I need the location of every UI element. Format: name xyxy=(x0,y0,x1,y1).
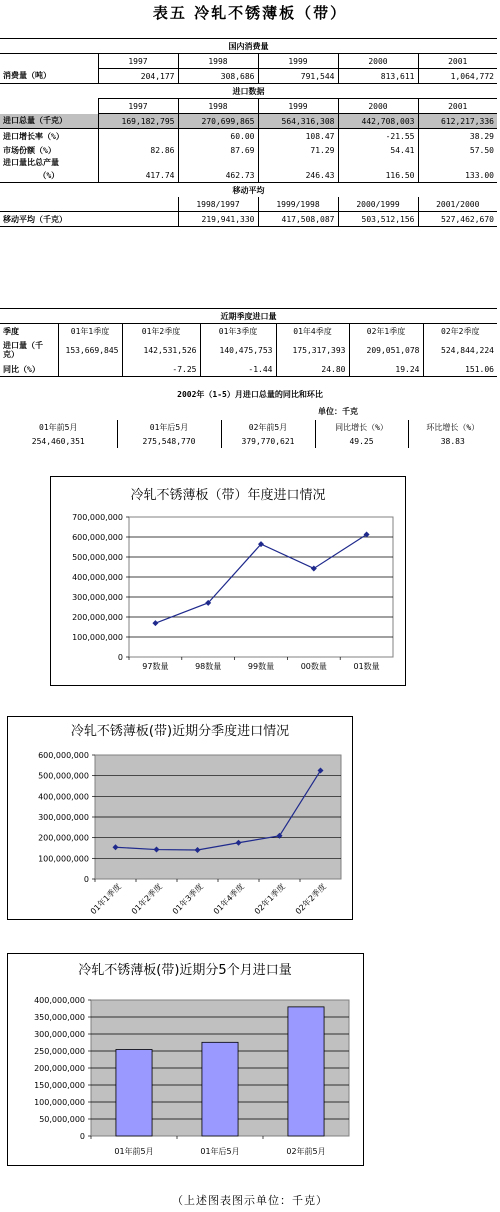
y-tick-label: 200,000,000 xyxy=(34,1064,85,1073)
table-cell: 108.47 xyxy=(258,129,338,144)
table-cell: 246.43 xyxy=(258,168,338,183)
x-tick-label: 01年2季度 xyxy=(129,882,164,917)
table-cell: 151.06 xyxy=(423,362,497,377)
row-label: 进口总量（千克） xyxy=(0,114,98,129)
table-cell: 142,531,526 xyxy=(122,338,200,362)
y-tick-label: 0 xyxy=(79,1132,85,1141)
y-tick-label: 400,000,000 xyxy=(72,573,123,582)
x-tick-label: 01年后5月 xyxy=(200,1147,240,1156)
table-cell: 813,611 xyxy=(338,69,418,84)
table-cell: 379,770,621 xyxy=(221,434,315,448)
table-cell: 38.83 xyxy=(408,434,497,448)
table-cell: 169,182,795 xyxy=(98,114,178,129)
bar xyxy=(116,1049,152,1136)
row-label: 同比（%） xyxy=(0,362,58,377)
x-tick-label: 01年4季度 xyxy=(211,882,246,917)
year-header: 2001 xyxy=(418,99,497,114)
row-label: 进口增长率（%） xyxy=(3,131,64,141)
blank-cell xyxy=(0,197,98,212)
table-cell: 442,708,003 xyxy=(338,114,418,129)
table-cell xyxy=(338,157,418,168)
table-cell: -21.55 xyxy=(338,129,418,144)
quarterly-import-chart xyxy=(7,716,353,920)
y-tick-label: 700,000,000 xyxy=(72,513,123,522)
quarter-header: 01年2季度 xyxy=(122,324,200,339)
table-cell xyxy=(98,157,178,168)
row-label: 消费量（吨） xyxy=(0,69,98,84)
table-cell: 219,941,330 xyxy=(178,212,258,227)
y-tick-label: 400,000,000 xyxy=(38,792,89,802)
unit-label: 单位：千克 xyxy=(318,407,358,416)
year-header: 1997 xyxy=(98,99,178,114)
quarter-header: 01年4季度 xyxy=(276,324,349,339)
table-cell: 71.29 xyxy=(258,143,338,157)
annual-table xyxy=(0,38,497,227)
table-cell: 175,317,393 xyxy=(276,338,349,362)
x-tick-label: 98数量 xyxy=(195,662,222,671)
year-header: 2000 xyxy=(338,54,418,69)
table-cell xyxy=(58,362,122,377)
year-header: 1997 xyxy=(98,54,178,69)
blank-cell xyxy=(98,212,178,227)
table-cell: 527,462,670 xyxy=(418,212,497,227)
quarter-header: 01年3季度 xyxy=(200,324,276,339)
x-tick-label: 02年1季度 xyxy=(252,882,287,917)
table-cell xyxy=(178,157,258,168)
blank-cell xyxy=(0,54,98,69)
y-tick-label: 350,000,000 xyxy=(34,1013,85,1022)
table-cell: 275,548,770 xyxy=(117,434,221,448)
unit-footnote: （上述图表图示单位：千克） xyxy=(172,1194,328,1207)
year-header: 1998 xyxy=(178,54,258,69)
imports-section-title: 进口数据 xyxy=(232,86,265,96)
row-label: 进口量比总产量 xyxy=(3,158,59,167)
table-cell: 38.29 xyxy=(418,129,497,144)
y-tick-label: 300,000,000 xyxy=(34,1030,85,1039)
monthly-section-title: 2002年（1-5）月进口总量的同比和环比 xyxy=(177,390,323,399)
y-tick-label: 100,000,000 xyxy=(38,854,89,864)
x-tick-label: 01数量 xyxy=(353,662,380,671)
x-tick-label: 02年前5月 xyxy=(286,1147,326,1156)
consumption-section-title: 国内消费量 xyxy=(0,39,497,54)
monthly-import-chart-svg xyxy=(8,954,363,1165)
period-header: 1999/1998 xyxy=(258,197,338,212)
row-label: 移动平均（千克） xyxy=(0,212,98,227)
table-cell: -1.44 xyxy=(200,362,276,377)
table-cell: 417,508,087 xyxy=(258,212,338,227)
table-cell: 24.80 xyxy=(276,362,349,377)
quarterly-section-title: 近期季度进口量 xyxy=(0,309,497,324)
year-header: 2000 xyxy=(338,99,418,114)
table-cell: 417.74 xyxy=(98,168,178,183)
y-tick-label: 100,000,000 xyxy=(34,1098,85,1107)
bar xyxy=(288,1007,324,1136)
x-tick-label: 99数量 xyxy=(247,662,275,671)
table-cell xyxy=(98,129,178,144)
period-header: 2000/1999 xyxy=(338,197,418,212)
page-title: 表五 冷轧不锈薄板（带） xyxy=(152,4,348,22)
y-tick-label: 200,000,000 xyxy=(72,613,123,622)
period-header: 1998/1997 xyxy=(178,197,258,212)
year-header: 1998 xyxy=(178,99,258,114)
x-tick-label: 01年前5月 xyxy=(114,1147,154,1156)
year-header: 2001 xyxy=(418,54,497,69)
annual-import-chart xyxy=(50,476,406,686)
y-tick-label: 250,000,000 xyxy=(34,1047,85,1056)
x-tick-label: 01年1季度 xyxy=(88,882,123,917)
row-label: （%） xyxy=(0,168,98,183)
month-header: 环比增长（%） xyxy=(408,420,497,434)
table-cell: 19.24 xyxy=(349,362,423,377)
x-tick-label: 00数量 xyxy=(300,662,327,671)
quarter-header: 02年2季度 xyxy=(423,324,497,339)
moving-section-title: 移动平均 xyxy=(232,185,265,195)
chart-title: 冷轧不锈薄板(带)近期分季度进口情况 xyxy=(70,724,290,739)
y-tick-label: 400,000,000 xyxy=(34,996,85,1005)
month-header: 01年前5月 xyxy=(39,422,78,432)
y-tick-label: 0 xyxy=(117,653,123,662)
annual-import-chart-svg xyxy=(51,477,405,685)
y-tick-label: 300,000,000 xyxy=(38,813,89,822)
table-cell: 612,217,336 xyxy=(418,114,497,129)
table-cell: 133.00 xyxy=(418,168,497,183)
table-cell: 57.50 xyxy=(418,143,497,157)
table-cell: 204,177 xyxy=(98,69,178,84)
table-cell: 270,699,865 xyxy=(178,114,258,129)
y-tick-label: 100,000,000 xyxy=(72,633,123,642)
table-cell: 524,844,224 xyxy=(423,338,497,362)
quarter-header: 01年1季度 xyxy=(58,324,122,339)
monthly-import-chart xyxy=(7,953,364,1166)
table-cell: 308,686 xyxy=(178,69,258,84)
y-tick-label: 600,000,000 xyxy=(72,533,123,542)
table-cell xyxy=(258,157,338,168)
plot-area xyxy=(129,517,393,657)
x-tick-label: 01年3季度 xyxy=(170,882,205,917)
table-cell: 49.25 xyxy=(315,434,408,448)
table-cell: 153,669,845 xyxy=(58,338,122,362)
period-header: 2001/2000 xyxy=(418,197,497,212)
x-tick-label: 02年2季度 xyxy=(293,882,328,917)
row-label: 季度 xyxy=(0,324,58,339)
month-header: 同比增长（%） xyxy=(315,420,408,434)
table-cell: 791,544 xyxy=(258,69,338,84)
quarter-header: 02年1季度 xyxy=(349,324,423,339)
quarterly-import-chart-svg xyxy=(8,717,352,919)
table-cell: 60.00 xyxy=(178,129,258,144)
table-cell: 87.69 xyxy=(178,143,258,157)
bar xyxy=(202,1042,238,1136)
table-cell xyxy=(418,157,497,168)
table-cell: 564,316,308 xyxy=(258,114,338,129)
chart-title: 冷轧不锈薄板(带)近期分5个月进口量 xyxy=(78,963,292,978)
row-label: 市场份额（%） xyxy=(3,145,56,155)
table-cell: -7.25 xyxy=(122,362,200,377)
quarterly-table xyxy=(0,308,497,377)
table-cell: 116.50 xyxy=(338,168,418,183)
monthly-table xyxy=(0,420,497,448)
table-cell: 209,051,078 xyxy=(349,338,423,362)
month-header: 01年后5月 xyxy=(117,420,221,434)
month-header: 02年前5月 xyxy=(221,420,315,434)
y-tick-label: 0 xyxy=(83,875,89,884)
y-tick-label: 500,000,000 xyxy=(38,771,89,781)
y-tick-label: 150,000,000 xyxy=(34,1081,85,1090)
y-tick-label: 600,000,000 xyxy=(38,751,89,760)
row-label: 进口量（千克） xyxy=(3,341,43,359)
year-header: 1999 xyxy=(258,54,338,69)
blank-cell xyxy=(0,99,98,114)
y-tick-label: 300,000,000 xyxy=(72,593,123,602)
table-cell: 254,460,351 xyxy=(31,436,85,446)
table-cell: 140,475,753 xyxy=(200,338,276,362)
y-tick-label: 50,000,000 xyxy=(39,1115,85,1124)
table-cell: 82.86 xyxy=(98,143,178,157)
chart-title: 冷轧不锈薄板（带）年度进口情况 xyxy=(130,488,326,503)
year-header: 1999 xyxy=(258,99,338,114)
table-cell: 503,512,156 xyxy=(338,212,418,227)
table-cell: 54.41 xyxy=(338,143,418,157)
y-tick-label: 200,000,000 xyxy=(38,833,89,843)
y-tick-label: 500,000,000 xyxy=(72,553,123,562)
blank-cell xyxy=(98,197,178,212)
x-tick-label: 97数量 xyxy=(142,662,169,671)
table-cell: 462.73 xyxy=(178,168,258,183)
table-cell: 1,064,772 xyxy=(418,69,497,84)
